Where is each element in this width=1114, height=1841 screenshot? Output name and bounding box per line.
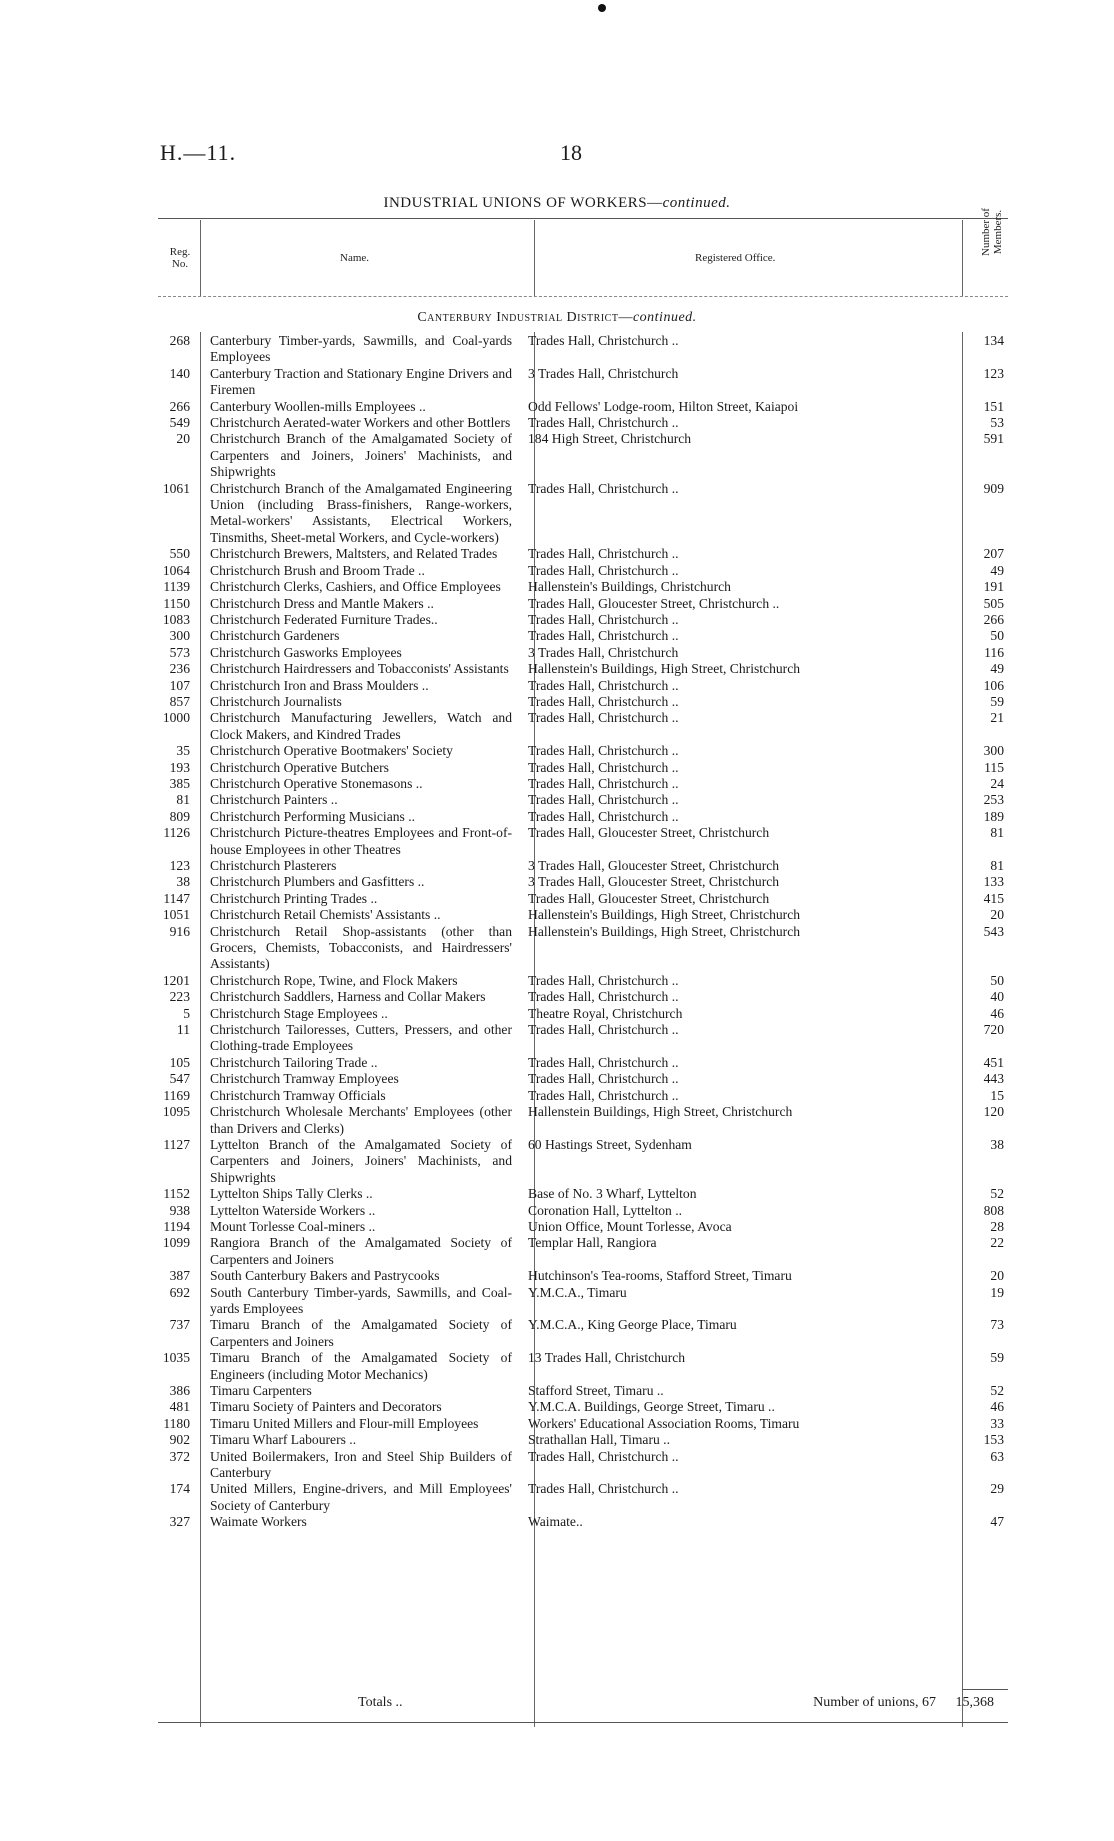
member-count: 120 bbox=[983, 1104, 1004, 1120]
column-header-office: Registered Office. bbox=[695, 252, 776, 264]
union-name: Lyttelton Ships Tally Clerks .. bbox=[210, 1186, 373, 1202]
union-table bbox=[158, 333, 1008, 1531]
reg-number: 327 bbox=[169, 1514, 190, 1530]
member-count: 21 bbox=[990, 710, 1004, 726]
registered-office: 3 Trades Hall, Gloucester Street, Christchurch bbox=[528, 858, 780, 873]
table-row bbox=[158, 645, 1008, 661]
member-count: 266 bbox=[983, 611, 1004, 627]
member-count: 115 bbox=[984, 759, 1004, 775]
union-name: Canterbury Timber-yards, Sawmills, and Coal-yards Employees bbox=[210, 333, 512, 365]
member-count: 50 bbox=[990, 972, 1004, 988]
reg-number: 387 bbox=[169, 1268, 190, 1284]
table-row bbox=[158, 792, 1008, 808]
registered-office: Waimate.. bbox=[528, 1514, 583, 1530]
reg-number: 300 bbox=[169, 628, 190, 644]
union-name: Christchurch Operative Butchers bbox=[210, 759, 389, 775]
union-name: Timaru United Millers and Flour-mill Employees bbox=[210, 1415, 479, 1431]
member-count: 134 bbox=[983, 333, 1004, 348]
union-name: United Millers, Engine-drivers, and Mill Employees' Society of Canterbury bbox=[210, 1481, 512, 1513]
table-row bbox=[158, 858, 1008, 874]
registered-office: Trades Hall, Christchurch .. bbox=[528, 1448, 679, 1464]
column-header-reg: Reg. No. bbox=[169, 246, 191, 270]
registered-office: Coronation Hall, Lyttelton .. bbox=[528, 1202, 683, 1218]
member-count: 720 bbox=[983, 1022, 1004, 1038]
reg-number: 266 bbox=[169, 398, 190, 414]
table-row bbox=[158, 1268, 1008, 1284]
member-count: 50 bbox=[990, 628, 1004, 644]
district-heading bbox=[0, 310, 1114, 326]
reg-number: 20 bbox=[176, 431, 190, 447]
union-name: Christchurch Federated Furniture Trades.. bbox=[210, 611, 438, 627]
member-count: 451 bbox=[983, 1054, 1004, 1070]
member-count: 46 bbox=[990, 1399, 1004, 1415]
reg-number: 938 bbox=[169, 1202, 190, 1218]
table-row bbox=[158, 1006, 1008, 1022]
registered-office: Trades Hall, Christchurch .. bbox=[528, 611, 679, 627]
union-name: Timaru Branch of the Amalgamated Society of Carpenters and Joiners bbox=[210, 1317, 512, 1349]
page-title bbox=[0, 195, 1114, 212]
registered-office: 184 High Street, Christchurch bbox=[528, 431, 692, 447]
union-name: Rangiora Branch of the Amalgamated Society of Carpenters and Joiners bbox=[210, 1235, 512, 1267]
reg-number: 1150 bbox=[163, 595, 190, 611]
reg-number: 1169 bbox=[163, 1087, 190, 1103]
member-count: 207 bbox=[983, 546, 1004, 562]
table-row bbox=[158, 1055, 1008, 1071]
reg-number: 1064 bbox=[162, 562, 190, 578]
reg-number: 481 bbox=[169, 1399, 190, 1415]
member-count: 909 bbox=[983, 480, 1004, 496]
member-count: 253 bbox=[983, 792, 1004, 808]
reg-number: 573 bbox=[169, 644, 190, 660]
union-name: Christchurch Operative Bootmakers' Society bbox=[210, 743, 453, 759]
reg-number: 857 bbox=[169, 693, 190, 709]
union-name: Christchurch Stage Employees .. bbox=[210, 1005, 388, 1021]
column-header-members: Number of Members. bbox=[980, 208, 1004, 256]
table-row bbox=[158, 743, 1008, 759]
reg-number: 737 bbox=[169, 1317, 190, 1333]
member-count: 116 bbox=[984, 644, 1004, 660]
member-count: 49 bbox=[990, 661, 1004, 677]
title-continued: continued. bbox=[662, 195, 731, 211]
union-name: Timaru Society of Painters and Decorators bbox=[210, 1399, 442, 1415]
union-name: Christchurch Dress and Mantle Makers .. bbox=[210, 595, 434, 611]
reg-number: 5 bbox=[183, 1005, 190, 1021]
member-count: 81 bbox=[990, 858, 1004, 873]
reg-number: 385 bbox=[169, 775, 190, 791]
registered-office: Templar Hall, Rangiora bbox=[528, 1235, 657, 1251]
member-count: 543 bbox=[983, 923, 1004, 939]
header-bottom-rule bbox=[158, 296, 1008, 297]
union-name: Mount Torlesse Coal-miners .. bbox=[210, 1218, 376, 1234]
union-name: Christchurch Retail Shop-assistants (other than Grocers, Chemists, Tobacconists, and Hairdressers' Assistants) bbox=[210, 923, 512, 972]
member-count: 63 bbox=[990, 1448, 1004, 1464]
registered-office: Hallenstein Buildings, High Street, Christchurch bbox=[528, 1104, 793, 1120]
union-name: South Canterbury Bakers and Pastrycooks bbox=[210, 1268, 440, 1284]
registered-office: Theatre Royal, Christchurch bbox=[528, 1005, 683, 1021]
header-divider-2 bbox=[534, 220, 535, 296]
table-top-rule bbox=[158, 218, 1008, 219]
page-marker-dot bbox=[598, 4, 606, 12]
registered-office: Hallenstein's Buildings, High Street, Christchurch bbox=[528, 907, 801, 923]
union-name: Christchurch Retail Chemists' Assistants .. bbox=[210, 907, 441, 923]
registered-office: Hallenstein's Buildings, High Street, Christchurch bbox=[528, 661, 801, 677]
table-row bbox=[158, 1481, 1008, 1514]
union-name: Christchurch Gasworks Employees bbox=[210, 644, 402, 660]
reg-number: 547 bbox=[169, 1071, 190, 1087]
registered-office: Trades Hall, Christchurch .. bbox=[528, 1481, 679, 1497]
union-name: Christchurch Aerated-water Workers and other Bottlers bbox=[210, 415, 511, 431]
member-count: 52 bbox=[990, 1383, 1004, 1398]
member-count: 73 bbox=[990, 1317, 1004, 1333]
member-count: 106 bbox=[983, 677, 1004, 693]
reg-number: 35 bbox=[176, 743, 190, 759]
member-count: 28 bbox=[990, 1218, 1004, 1234]
table-row bbox=[158, 678, 1008, 694]
union-name: Lyttelton Waterside Workers .. bbox=[210, 1202, 376, 1218]
title-main: INDUSTRIAL UNIONS OF WORKERS— bbox=[383, 195, 663, 211]
table-row bbox=[158, 628, 1008, 644]
registered-office: 3 Trades Hall, Christchurch bbox=[528, 644, 679, 660]
reg-number: 549 bbox=[169, 415, 190, 431]
table-row bbox=[158, 891, 1008, 907]
union-name: Timaru Branch of the Amalgamated Society of Engineers (including Motor Mechanics) bbox=[210, 1350, 512, 1382]
reg-number: 1126 bbox=[163, 825, 190, 841]
union-name: Christchurch Brush and Broom Trade .. bbox=[210, 562, 425, 578]
table-row bbox=[158, 661, 1008, 677]
union-name: Christchurch Operative Stonemasons .. bbox=[210, 775, 423, 791]
reg-number: 123 bbox=[169, 858, 190, 873]
table-row bbox=[158, 481, 1008, 547]
reg-number: 902 bbox=[169, 1432, 190, 1448]
reg-number: 550 bbox=[169, 546, 190, 562]
union-name: Timaru Wharf Labourers .. bbox=[210, 1432, 357, 1448]
reg-number: 916 bbox=[169, 923, 190, 939]
registered-office: 60 Hastings Street, Sydenham bbox=[528, 1136, 692, 1152]
registered-office: 13 Trades Hall, Christchurch bbox=[528, 1350, 686, 1366]
reg-number: 1180 bbox=[163, 1415, 190, 1431]
table-row bbox=[158, 1088, 1008, 1104]
registered-office: Trades Hall, Christchurch .. bbox=[528, 546, 679, 562]
reg-number: 38 bbox=[176, 874, 190, 890]
registered-office: Trades Hall, Christchurch .. bbox=[528, 415, 679, 431]
table-row bbox=[158, 563, 1008, 579]
registered-office: Union Office, Mount Torlesse, Avoca bbox=[528, 1218, 732, 1234]
column-header-name: Name. bbox=[340, 252, 370, 264]
reg-number: 1061 bbox=[162, 480, 190, 496]
table-row bbox=[158, 579, 1008, 595]
table-row bbox=[158, 546, 1008, 562]
district-continued: continued. bbox=[632, 310, 697, 325]
page-number: 18 bbox=[560, 140, 582, 165]
table-row bbox=[158, 1285, 1008, 1318]
table-row bbox=[158, 1317, 1008, 1350]
union-name: Christchurch Tailoresses, Cutters, Pressers, and other Clothing-trade Employees bbox=[210, 1022, 512, 1054]
table-row bbox=[158, 596, 1008, 612]
member-count: 151 bbox=[983, 398, 1004, 414]
union-name: Canterbury Traction and Stationary Engine Drivers and Firemen bbox=[210, 365, 512, 398]
member-count: 808 bbox=[983, 1202, 1004, 1218]
totals-members: 15,368 bbox=[955, 1695, 994, 1710]
registered-office: Trades Hall, Christchurch .. bbox=[528, 775, 679, 791]
registered-office: Trades Hall, Christchurch .. bbox=[528, 808, 679, 824]
table-row bbox=[158, 776, 1008, 792]
table-row bbox=[158, 415, 1008, 431]
reg-number: 1035 bbox=[162, 1350, 190, 1366]
registered-office: Trades Hall, Christchurch .. bbox=[528, 1087, 679, 1103]
member-count: 59 bbox=[990, 693, 1004, 709]
union-name: Christchurch Clerks, Cashiers, and Office Employees bbox=[210, 579, 501, 595]
union-name: Christchurch Hairdressers and Tobacconists' Assistants bbox=[210, 661, 509, 677]
reg-number: 1000 bbox=[162, 710, 190, 726]
registered-office: Y.M.C.A., Timaru bbox=[528, 1284, 627, 1300]
registered-office: Trades Hall, Christchurch .. bbox=[528, 743, 679, 759]
reg-number: 174 bbox=[169, 1481, 190, 1497]
table-row bbox=[158, 825, 1008, 858]
registered-office: Trades Hall, Christchurch .. bbox=[528, 792, 679, 808]
registered-office: Base of No. 3 Wharf, Lyttelton bbox=[528, 1186, 697, 1202]
reg-number: 105 bbox=[169, 1054, 190, 1070]
reg-number: 1051 bbox=[162, 907, 190, 923]
union-name: Christchurch Tramway Employees bbox=[210, 1071, 399, 1087]
registered-office: Odd Fellows' Lodge-room, Hilton Street, Kaiapoi bbox=[528, 398, 799, 414]
member-count: 123 bbox=[983, 365, 1004, 381]
table-row bbox=[158, 973, 1008, 989]
member-count: 415 bbox=[983, 890, 1004, 906]
member-count: 81 bbox=[990, 825, 1004, 841]
table-row bbox=[158, 1186, 1008, 1202]
reg-number: 1139 bbox=[163, 579, 190, 595]
registered-office: Trades Hall, Gloucester Street, Christchurch .. bbox=[528, 595, 780, 611]
union-name: Christchurch Plasterers bbox=[210, 858, 337, 873]
totals-row bbox=[158, 1695, 1008, 1711]
member-count: 20 bbox=[990, 1268, 1004, 1284]
reg-number: 1194 bbox=[163, 1218, 190, 1234]
totals-label: Totals .. bbox=[358, 1695, 403, 1710]
reg-number: 692 bbox=[169, 1284, 190, 1300]
registered-office: 3 Trades Hall, Christchurch bbox=[528, 365, 679, 381]
reg-number: 140 bbox=[169, 365, 190, 381]
member-count: 33 bbox=[990, 1415, 1004, 1431]
union-name: Timaru Carpenters bbox=[210, 1383, 312, 1398]
table-row bbox=[158, 431, 1008, 480]
union-name: Christchurch Branch of the Amalgamated Engineering Union (including Brass-finishers, Range-workers, Metal-workers' Assistants, Electrical Workers, Tinsmiths, Sheet-metal Workers, and Cycle-workers) bbox=[210, 480, 512, 545]
table-row bbox=[158, 924, 1008, 973]
union-name: United Boilermakers, Iron and Steel Ship Builders of Canterbury bbox=[210, 1448, 512, 1481]
union-name: Christchurch Printing Trades .. bbox=[210, 890, 378, 906]
table-row bbox=[158, 399, 1008, 415]
registered-office: Trades Hall, Christchurch .. bbox=[528, 972, 679, 988]
reg-number: 236 bbox=[169, 661, 190, 677]
member-count: 29 bbox=[990, 1481, 1004, 1497]
union-name: Christchurch Gardeners bbox=[210, 628, 340, 644]
registered-office: Trades Hall, Gloucester Street, Christchurch bbox=[528, 890, 770, 906]
table-row bbox=[158, 1071, 1008, 1087]
union-name: Christchurch Rope, Twine, and Flock Makers bbox=[210, 972, 458, 988]
registered-office: Trades Hall, Christchurch .. bbox=[528, 710, 679, 726]
member-count: 15 bbox=[990, 1087, 1004, 1103]
union-name: Lyttelton Branch of the Amalgamated Society of Carpenters and Joiners, Joiners' Machinists, and Shipwrights bbox=[210, 1136, 512, 1185]
registered-office: Trades Hall, Christchurch .. bbox=[528, 989, 679, 1005]
reg-number: 1127 bbox=[163, 1136, 190, 1152]
registered-office: Trades Hall, Gloucester Street, Christchurch bbox=[528, 825, 770, 841]
registered-office: Trades Hall, Christchurch .. bbox=[528, 1071, 679, 1087]
reg-number: 268 bbox=[169, 333, 190, 348]
reg-number: 1147 bbox=[163, 890, 190, 906]
table-row bbox=[158, 694, 1008, 710]
table-row bbox=[158, 989, 1008, 1005]
member-count: 38 bbox=[990, 1136, 1004, 1152]
member-count: 47 bbox=[990, 1514, 1004, 1530]
header-divider-1 bbox=[200, 220, 201, 296]
registered-office: Trades Hall, Christchurch .. bbox=[528, 1022, 679, 1038]
table-row bbox=[158, 1219, 1008, 1235]
member-count: 191 bbox=[983, 579, 1004, 595]
table-row bbox=[158, 1203, 1008, 1219]
table-bottom-rule bbox=[158, 1722, 1008, 1723]
member-count: 49 bbox=[990, 562, 1004, 578]
reg-number: 107 bbox=[169, 677, 190, 693]
registered-office: Strathallan Hall, Timaru .. bbox=[528, 1432, 670, 1448]
member-count: 443 bbox=[983, 1071, 1004, 1087]
table-row bbox=[158, 1383, 1008, 1399]
member-count: 53 bbox=[990, 415, 1004, 431]
registered-office: Hutchinson's Tea-rooms, Stafford Street, Timaru bbox=[528, 1268, 792, 1284]
reg-number: 1201 bbox=[162, 972, 190, 988]
union-name: Christchurch Performing Musicians .. bbox=[210, 808, 416, 824]
union-name: Christchurch Branch of the Amalgamated Society of Carpenters and Joiners, Joiners' Machinists, and Shipwrights bbox=[210, 431, 512, 480]
table-row bbox=[158, 1514, 1008, 1530]
district-main: Canterbury Industrial District— bbox=[417, 310, 633, 325]
reg-number: 1152 bbox=[163, 1186, 190, 1202]
union-name: Christchurch Tramway Officials bbox=[210, 1087, 386, 1103]
union-name: Waimate Workers bbox=[210, 1514, 307, 1530]
registered-office: 3 Trades Hall, Gloucester Street, Christchurch bbox=[528, 874, 780, 890]
registered-office: Y.M.C.A., King George Place, Timaru bbox=[528, 1317, 737, 1333]
registered-office: Hallenstein's Buildings, Christchurch bbox=[528, 579, 731, 595]
reg-number: 809 bbox=[169, 808, 190, 824]
registered-office: Hallenstein's Buildings, High Street, Christchurch bbox=[528, 923, 801, 939]
table-row bbox=[158, 1022, 1008, 1055]
registered-office: Trades Hall, Christchurch .. bbox=[528, 628, 679, 644]
registered-office: Trades Hall, Christchurch .. bbox=[528, 759, 679, 775]
member-count: 505 bbox=[983, 595, 1004, 611]
registered-office: Workers' Educational Association Rooms, Timaru bbox=[528, 1415, 800, 1431]
totals-rule bbox=[962, 1689, 1008, 1690]
table-row bbox=[158, 1235, 1008, 1268]
registered-office: Trades Hall, Christchurch .. bbox=[528, 1054, 679, 1070]
member-count: 24 bbox=[990, 775, 1004, 791]
member-count: 59 bbox=[990, 1350, 1004, 1366]
registered-office: Trades Hall, Christchurch .. bbox=[528, 480, 679, 496]
table-row bbox=[158, 1104, 1008, 1137]
table-row bbox=[158, 1137, 1008, 1186]
table-row bbox=[158, 874, 1008, 890]
reg-number: 223 bbox=[169, 989, 190, 1005]
union-name: Christchurch Iron and Brass Moulders .. bbox=[210, 677, 429, 693]
table-row bbox=[158, 1432, 1008, 1448]
reg-number: 372 bbox=[169, 1448, 190, 1464]
reg-number: 81 bbox=[176, 792, 190, 808]
reg-number: 193 bbox=[169, 759, 190, 775]
member-count: 40 bbox=[990, 989, 1004, 1005]
registered-office: Trades Hall, Christchurch .. bbox=[528, 693, 679, 709]
table-row bbox=[158, 907, 1008, 923]
document-reference: H.—11. bbox=[160, 140, 237, 165]
union-name: Christchurch Saddlers, Harness and Collar Makers bbox=[210, 989, 486, 1005]
reg-number: 1095 bbox=[162, 1104, 190, 1120]
reg-number: 1083 bbox=[162, 611, 190, 627]
table-row bbox=[158, 760, 1008, 776]
member-count: 22 bbox=[990, 1235, 1004, 1251]
member-count: 300 bbox=[983, 743, 1004, 759]
member-count: 189 bbox=[983, 808, 1004, 824]
union-name: Christchurch Wholesale Merchants' Employees (other than Drivers and Clerks) bbox=[210, 1104, 512, 1136]
table-row bbox=[158, 333, 1008, 366]
table-row bbox=[158, 366, 1008, 399]
header-divider-3 bbox=[962, 220, 963, 296]
member-count: 46 bbox=[990, 1005, 1004, 1021]
union-name: Christchurch Manufacturing Jewellers, Watch and Clock Makers, and Kindred Trades bbox=[210, 710, 512, 742]
union-name: Christchurch Painters .. bbox=[210, 792, 338, 808]
table-row bbox=[158, 1350, 1008, 1383]
registered-office: Y.M.C.A. Buildings, George Street, Timaru .. bbox=[528, 1399, 775, 1415]
registered-office: Trades Hall, Christchurch .. bbox=[528, 677, 679, 693]
union-name: Canterbury Woollen-mills Employees .. bbox=[210, 398, 426, 414]
table-row bbox=[158, 1449, 1008, 1482]
totals-unions: Number of unions, 67 bbox=[813, 1695, 936, 1710]
table-row bbox=[158, 710, 1008, 743]
union-name: Christchurch Brewers, Maltsters, and Related Trades bbox=[210, 546, 498, 562]
union-name: Christchurch Tailoring Trade .. bbox=[210, 1054, 378, 1070]
registered-office: Stafford Street, Timaru .. bbox=[528, 1383, 664, 1398]
reg-number: 386 bbox=[169, 1383, 190, 1398]
union-name: Christchurch Plumbers and Gasfitters .. bbox=[210, 874, 425, 890]
member-count: 19 bbox=[990, 1284, 1004, 1300]
table-row bbox=[158, 809, 1008, 825]
member-count: 20 bbox=[990, 907, 1004, 923]
union-name: Christchurch Picture-theatres Employees and Front-of-house Employees in other Theatres bbox=[210, 825, 512, 857]
table-row bbox=[158, 1399, 1008, 1415]
union-name: Christchurch Journalists bbox=[210, 693, 342, 709]
union-name: South Canterbury Timber-yards, Sawmills, and Coal-yards Employees bbox=[210, 1284, 512, 1316]
registered-office: Trades Hall, Christchurch .. bbox=[528, 333, 679, 348]
member-count: 153 bbox=[983, 1432, 1004, 1448]
member-count: 52 bbox=[990, 1186, 1004, 1202]
member-count: 591 bbox=[983, 431, 1004, 447]
table-row bbox=[158, 1416, 1008, 1432]
table-row bbox=[158, 612, 1008, 628]
registered-office: Trades Hall, Christchurch .. bbox=[528, 562, 679, 578]
reg-number: 11 bbox=[176, 1022, 190, 1038]
member-count: 133 bbox=[983, 874, 1004, 890]
reg-number: 1099 bbox=[162, 1235, 190, 1251]
